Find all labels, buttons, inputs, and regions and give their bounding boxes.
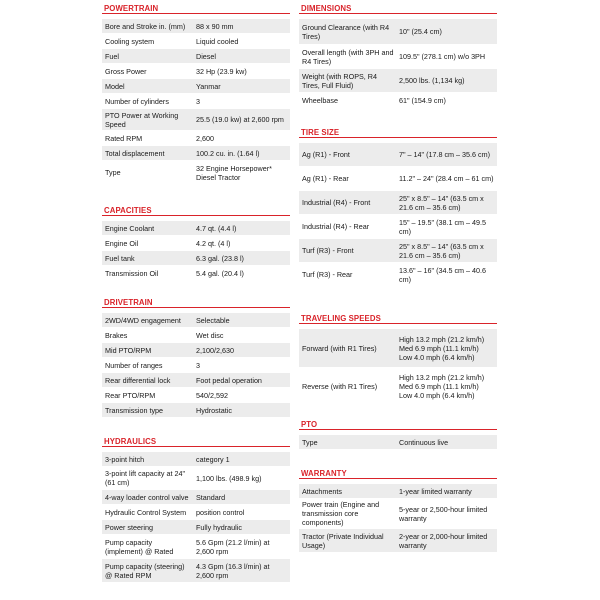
- section-capacities: [102, 206, 290, 281]
- spec-label: Engine Oil: [105, 238, 139, 248]
- spec-value: 10" (25.4 cm): [399, 27, 442, 36]
- spec-row: [102, 251, 290, 266]
- spec-label: Wheelbase: [302, 95, 338, 105]
- spec-row: [102, 358, 290, 373]
- spec-label: Fuel tank: [105, 253, 135, 263]
- spec-label: Power steering: [105, 522, 153, 532]
- spec-label: Attachments: [302, 486, 342, 496]
- spec-row: [102, 221, 290, 236]
- section-tire-size: [299, 128, 497, 287]
- spec-row: [299, 93, 497, 108]
- spec-row: [102, 34, 290, 49]
- spec-row: [102, 505, 290, 520]
- spec-row: [299, 69, 497, 93]
- spec-value: High 13.2 mph (21.2 km/h) Med 6.9 mph (11.1 km/h) Low 4.0 mph (6.4 km/h): [399, 334, 485, 362]
- spec-label: Type: [302, 437, 318, 447]
- spec-value: 5.6 Gpm (21.2 l/min) at 2,600 rpm: [196, 537, 270, 556]
- spec-label: Fuel: [105, 51, 119, 61]
- spec-label: Total displacement: [105, 148, 165, 158]
- spec-row: [102, 313, 290, 328]
- spec-value: 2,600: [196, 133, 214, 143]
- spec-value: High 13.2 mph (21.2 km/h) Med 6.9 mph (11.1 km/h) Low 4.0 mph (6.4 km/h): [399, 373, 485, 400]
- spec-label: Turf (R3) - Rear: [302, 270, 353, 279]
- spec-label: Engine Coolant: [105, 223, 155, 233]
- spec-row: [102, 131, 290, 146]
- spec-label: Number of cylinders: [105, 96, 169, 106]
- spec-row: [102, 146, 290, 161]
- spec-value: 2,500 lbs. (1,134 kg): [399, 76, 465, 85]
- section-drivetrain: [102, 298, 290, 418]
- spec-value: 7" – 14" (17.8 cm – 35.6 cm): [399, 150, 490, 159]
- spec-label: 3-point lift capacity at 24" (61 cm): [105, 469, 186, 487]
- spec-row: [102, 403, 290, 418]
- spec-label: Number of ranges: [105, 360, 163, 370]
- spec-value: 1,100 lbs. (498.9 kg): [196, 473, 262, 483]
- spec-value: 13.6" – 16" (34.5 cm – 40.6 cm): [399, 265, 487, 284]
- section-pto: [299, 420, 497, 450]
- section-title: DRIVETRAIN: [102, 298, 290, 308]
- spec-value: 2,100/2,630: [196, 345, 234, 355]
- spec-value: 4.2 qt. (4 l): [196, 238, 231, 248]
- spec-value: Wet disc: [196, 330, 224, 340]
- spec-row: [299, 263, 497, 287]
- spec-value: Fully hydraulic: [196, 522, 242, 532]
- spec-label: Brakes: [105, 330, 128, 340]
- spec-label: Gross Power: [105, 66, 147, 76]
- section-title: TIRE SIZE: [299, 128, 497, 138]
- spec-value: 3: [196, 360, 200, 370]
- spec-label: Hydraulic Control System: [105, 507, 187, 517]
- spec-row: [102, 328, 290, 343]
- spec-row: [299, 484, 497, 499]
- spec-value: 2-year or 2,000-hour limited warranty: [399, 531, 488, 550]
- spec-row: [102, 64, 290, 79]
- spec-row: [299, 329, 497, 368]
- spec-label: Industrial (R4) - Front: [302, 198, 371, 207]
- section-traveling-speeds: [299, 314, 497, 406]
- spec-row: [102, 19, 290, 34]
- spec-row: [102, 535, 290, 559]
- spec-row: [102, 79, 290, 94]
- spec-value: Continuous live: [399, 437, 449, 447]
- spec-row: [102, 559, 290, 583]
- spec-value: position control: [196, 507, 245, 517]
- section-dimensions: [299, 4, 497, 108]
- spec-value: Hydrostatic: [196, 405, 232, 415]
- spec-label: Turf (R3) - Front: [302, 246, 354, 255]
- spec-label: Rear differential lock: [105, 375, 171, 385]
- spec-row: [299, 143, 497, 167]
- spec-value: 88 x 90 mm: [196, 21, 234, 31]
- spec-label: Bore and Stroke in. (mm): [105, 21, 186, 31]
- spec-value: 540/2,592: [196, 390, 228, 400]
- spec-label: Industrial (R4) - Rear: [302, 222, 370, 231]
- spec-label: Pump capacity (steering) @ Rated RPM: [105, 561, 185, 580]
- spec-label: Overall length (with 3PH and R4 Tires): [302, 47, 394, 66]
- spec-row: [299, 435, 497, 450]
- spec-label: PTO Power at Working Speed: [105, 110, 179, 129]
- spec-row: [102, 343, 290, 358]
- spec-label: Tractor (Private Individual Usage): [302, 531, 384, 550]
- spec-label: Ground Clearance (with R4 Tires): [302, 22, 390, 41]
- section-title: CAPACITIES: [102, 206, 290, 216]
- section-warranty: [299, 469, 497, 553]
- spec-row: [102, 161, 290, 185]
- spec-label: Transmission Oil: [105, 268, 159, 278]
- spec-value: 25" x 8.5" – 14" (63.5 cm x 21.6 cm – 35.6 cm): [399, 241, 484, 260]
- section-title: POWERTRAIN: [102, 4, 290, 14]
- spec-row: [299, 167, 497, 191]
- spec-row: [102, 49, 290, 64]
- spec-row: [299, 239, 497, 263]
- spec-row: [102, 266, 290, 281]
- spec-label: Type: [105, 168, 121, 177]
- spec-label: Forward (with R1 Tires): [302, 343, 377, 353]
- spec-value: 3: [196, 96, 200, 106]
- spec-label: Rated RPM: [105, 133, 143, 143]
- section-title: DIMENSIONS: [299, 4, 497, 14]
- spec-row: [102, 452, 290, 467]
- spec-label: Reverse (with R1 Tires): [302, 382, 378, 391]
- spec-value: Selectable: [196, 315, 230, 325]
- spec-label: Transmission type: [105, 405, 164, 415]
- spec-value: Foot pedal operation: [196, 375, 262, 385]
- spec-row: [299, 499, 497, 529]
- spec-row: [102, 236, 290, 251]
- section-title: TRAVELING SPEEDS: [299, 314, 497, 324]
- spec-row: [102, 490, 290, 505]
- spec-label: Model: [105, 81, 125, 91]
- spec-value: 61" (154.9 cm): [399, 95, 446, 105]
- spec-label: 4-way loader control valve: [105, 492, 189, 502]
- spec-row: [102, 388, 290, 403]
- section-hydraulics: [102, 437, 290, 583]
- section-powertrain: [102, 4, 290, 185]
- spec-value: 4.7 qt. (4.4 l): [196, 223, 237, 233]
- spec-label: Cooling system: [105, 36, 155, 46]
- spec-value: Yanmar: [196, 81, 221, 91]
- spec-row: [299, 45, 497, 69]
- spec-value: 32 Engine Horsepower* Diesel Tractor: [196, 163, 272, 182]
- spec-row: [102, 467, 290, 490]
- spec-value: 25" x 8.5" – 14" (63.5 cm x 21.6 cm – 35.6 cm): [399, 193, 484, 212]
- spec-row: [299, 215, 497, 239]
- spec-value: 11.2" – 24" (28.4 cm – 61 cm): [399, 174, 494, 183]
- spec-value: 100.2 cu. in. (1.64 l): [196, 148, 260, 158]
- spec-label: 2WD/4WD engagement: [105, 315, 181, 325]
- spec-value: 109.5" (278.1 cm) w/o 3PH: [399, 52, 486, 61]
- spec-label: Mid PTO/RPM: [105, 345, 152, 355]
- spec-value: 4.3 Gpm (16.3 l/min) at 2,600 rpm: [196, 561, 270, 580]
- spec-label: Ag (R1) - Front: [302, 150, 350, 159]
- spec-label: Ag (R1) - Rear: [302, 174, 349, 183]
- spec-label: Rear PTO/RPM: [105, 390, 156, 400]
- spec-value: Diesel: [196, 51, 216, 61]
- spec-value: 1-year limited warranty: [399, 486, 472, 496]
- spec-label: Power train (Engine and transmission core components): [302, 500, 380, 527]
- section-title: WARRANTY: [299, 469, 497, 479]
- spec-row: [102, 109, 290, 131]
- spec-row: [299, 368, 497, 406]
- spec-row: [102, 520, 290, 535]
- spec-row: [102, 373, 290, 388]
- spec-value: 25.5 (19.0 kw) at 2,600 rpm: [196, 115, 284, 124]
- spec-label: Weight (with ROPS, R4 Tires, Full Fluid): [302, 71, 377, 90]
- spec-row: [102, 94, 290, 109]
- section-title: HYDRAULICS: [102, 437, 290, 447]
- spec-value: 32 Hp (23.9 kw): [196, 66, 247, 76]
- spec-value: Standard: [196, 492, 226, 502]
- spec-label: Pump capacity (implement) @ Rated: [105, 537, 174, 556]
- spec-value: 5.4 gal. (20.4 l): [196, 268, 244, 278]
- spec-row: [299, 19, 497, 45]
- spec-label: 3-point hitch: [105, 454, 145, 464]
- spec-value: category 1: [196, 454, 230, 464]
- spec-value: 15" – 19.5" (38.1 cm – 49.5 cm): [399, 217, 487, 236]
- spec-value: 6.3 gal. (23.8 l): [196, 253, 244, 263]
- spec-value: 5-year or 2,500-hour limited warranty: [399, 504, 488, 523]
- section-title: PTO: [299, 420, 497, 430]
- spec-value: Liquid cooled: [196, 36, 239, 46]
- spec-row: [299, 191, 497, 215]
- spec-row: [299, 529, 497, 553]
